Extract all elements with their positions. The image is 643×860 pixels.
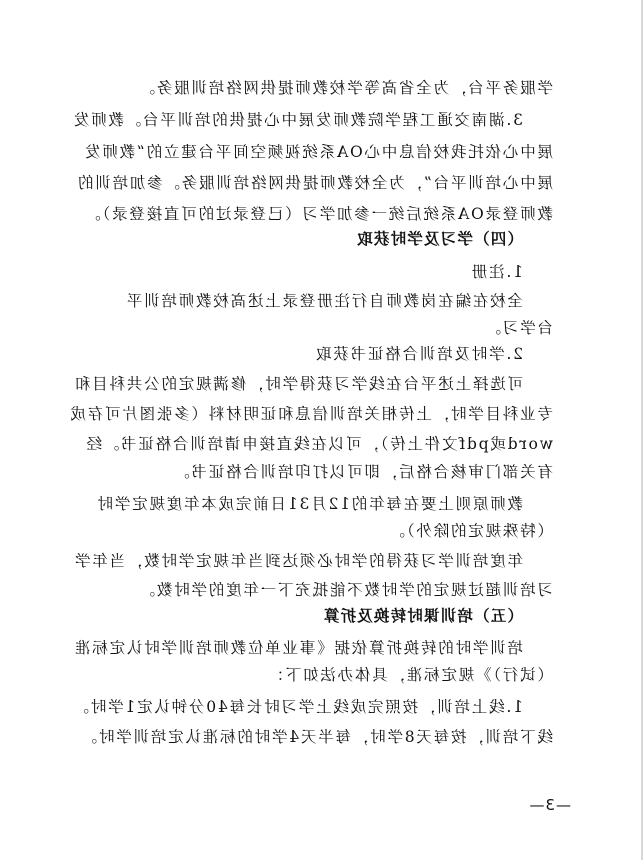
section-heading: （四）学习及学时获取 <box>355 230 523 248</box>
text-line: 展中心依托我校信息中心OA系统视频空间平台建立的“教师发 <box>83 143 553 161</box>
text-line: 年度培训学习获得的学时必须达到当年规定学时数，当年学 <box>73 552 523 570</box>
text-line: word或pdf文件上传），可以在线直接申请培训合格证书。经 <box>84 435 553 453</box>
text-line: 展中心培训平台”，为全校教师提供网络培训服务。参加培训的 <box>76 174 553 192</box>
text-line: （特殊规定的除外）。 <box>387 522 553 540</box>
text-line: 1.线上培训，按照完成线上学习时长每40分钟认定1学时。 <box>71 698 523 716</box>
text-line: 1.注册 <box>470 263 523 281</box>
text-line: 有关部门审核合格后，即可以打印培训合格证书。 <box>172 463 553 481</box>
text-line: 培训学时的转换折算依据《事业单位教师培训学时认定标准 <box>73 639 523 657</box>
text-line: 全校在编在岗教师自行注册登录上述高校教师培训平 <box>125 292 523 310</box>
text-line: 学服务平台，为全省高等学校教师提供网络培训服务。 <box>137 79 553 97</box>
page-number: —3— <box>528 796 571 814</box>
text-line: 专业科目学时，上传相关培训信息和证明材料（多张图片可存成 <box>68 405 553 423</box>
text-line: 3.湖南交通工程学院教师发展中心提供的培训平台。教师发 <box>72 111 523 129</box>
text-line: 可选择上述平台在线学习获得学时，修满规定的公共科目和 <box>73 375 523 393</box>
text-line: 习培训超过规定的学时数不能抵充下一年度的学时数。 <box>137 581 553 599</box>
text-line: 教师登录OA系统后统一参加学习（已登录过的可直接登录）。 <box>83 205 553 223</box>
text-line: 2.学时及培训合格证书获取 <box>314 345 523 363</box>
text-line: 线下培训，按每天8学时，每半天4学时的标准认定培训学时。 <box>79 728 553 746</box>
text-line: 台学习。 <box>483 319 553 337</box>
text-line: 教师原则上要在每年的12月31日前完成本年度规定学时 <box>95 495 523 513</box>
text-line: （试行）》规定标准，具体办法如下： <box>266 666 553 684</box>
section-heading: （五）培训课时转换及折算 <box>322 607 523 625</box>
